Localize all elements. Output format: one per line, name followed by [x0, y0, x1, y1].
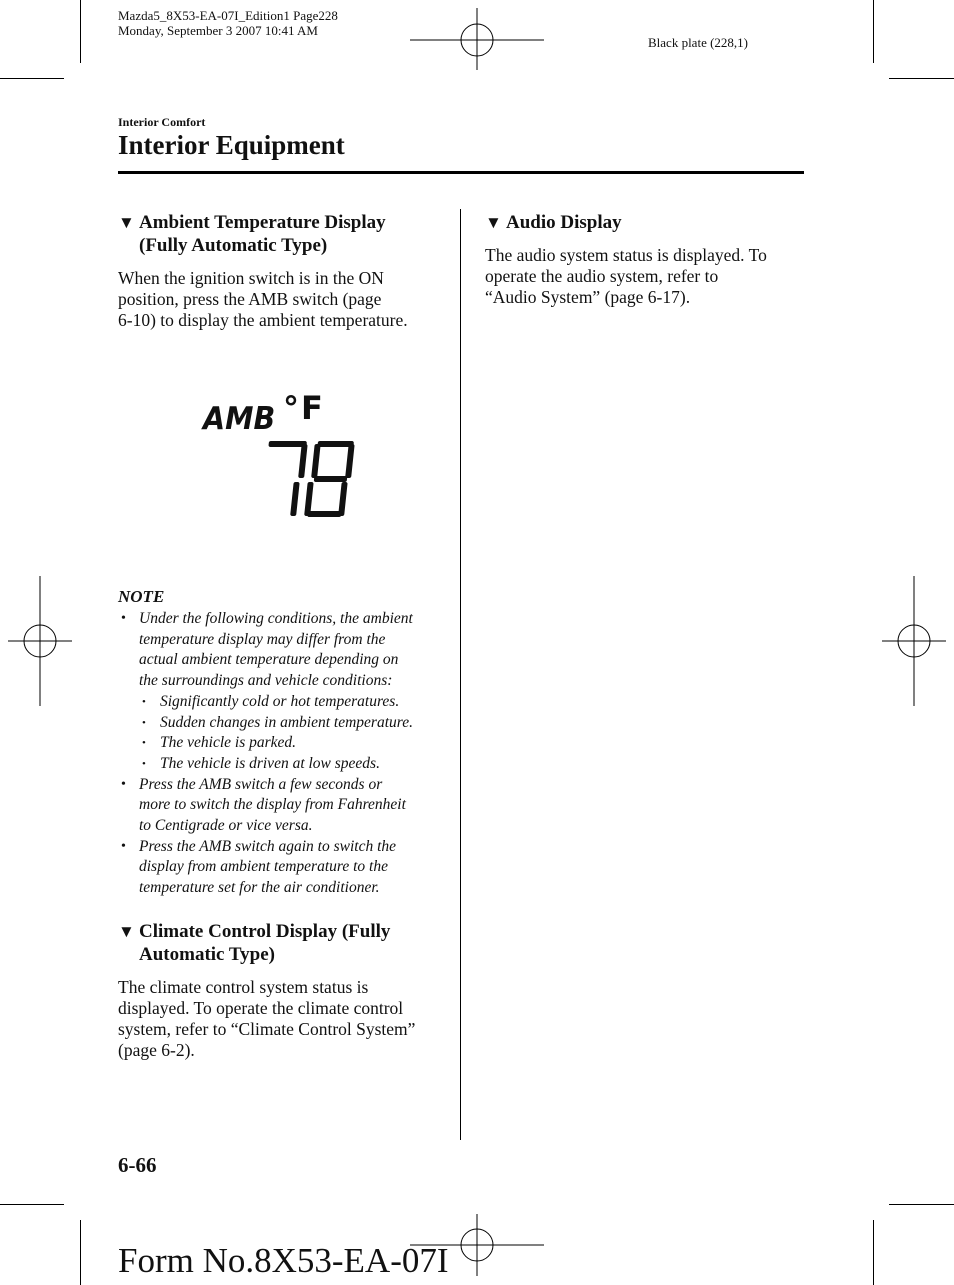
title-rule	[118, 171, 804, 174]
note-subitem: • Significantly cold or hot temperatures.	[118, 692, 458, 713]
triangle-icon: ▼	[485, 213, 502, 232]
note-subitem: • The vehicle is parked.	[118, 733, 458, 754]
audio-heading: ▼ Audio Display	[485, 212, 622, 233]
form-number: Form No.8X53-EA-07I	[118, 1241, 449, 1280]
section-label: Interior Comfort	[118, 115, 206, 129]
black-plate-label: Black plate (228,1)	[648, 35, 748, 50]
sub-bullet-icon: •	[142, 757, 146, 770]
page-title: Interior Equipment	[118, 130, 345, 160]
sub-bullet-icon: •	[142, 716, 146, 729]
note-subitem: • Sudden changes in ambient temperature.	[118, 713, 458, 734]
amb-display-illustration	[195, 389, 365, 525]
sub-bullet-icon: •	[142, 695, 146, 708]
triangle-icon: ▼	[118, 213, 135, 232]
triangle-icon: ▼	[118, 922, 135, 941]
audio-body: The audio system status is displayed. To operate the audio system, refer to “Audio System” (page 6-17).	[485, 245, 767, 307]
bullet-icon: •	[121, 776, 126, 792]
note-title: NOTE	[118, 587, 165, 606]
registration-mark-right	[882, 576, 946, 706]
print-header-line2: Monday, September 3 2007 10:41 AM	[118, 23, 318, 38]
fahrenheit-unit: °F	[283, 389, 325, 427]
sub-bullet-icon: •	[142, 737, 146, 750]
bullet-icon: •	[121, 838, 126, 854]
note-bullet-1: • Under the following conditions, the ambient temperature display may differ from the actual ambient temperature depending on the surroundings and vehicle conditions:	[121, 610, 413, 690]
note-list	[118, 609, 458, 899]
climate-heading: ▼ Climate Control Display (Fully Automatic Type)	[118, 921, 391, 965]
registration-mark-left	[8, 576, 72, 706]
temperature-seven-segment	[261, 441, 361, 521]
column-divider	[460, 209, 461, 1140]
amb-label: AMB	[203, 401, 276, 437]
page-number: 6-66	[118, 1153, 157, 1177]
climate-body: The climate control system status is displayed. To operate the climate control system, refer to “Climate Control System” (page 6-2).	[118, 977, 416, 1060]
ambient-body: When the ignition switch is in the ON position, press the AMB switch (page 6-10) to display the ambient temperature.	[118, 268, 408, 330]
bullet-icon: •	[121, 611, 126, 626]
print-header-line1: Mazda5_8X53-EA-07I_Edition1 Page228	[118, 8, 338, 23]
note-bullet-2: • Press the AMB switch a few seconds or more to switch the display from Fahrenheit to Centigrade or vice versa.	[121, 775, 406, 835]
registration-mark-top	[410, 8, 544, 70]
print-header	[118, 8, 338, 38]
note-bullet-3: • Press the AMB switch again to switch the display from ambient temperature to the temperature set for the air conditioner.	[121, 837, 397, 897]
ambient-heading: ▼ Ambient Temperature Display (Fully Automatic Type)	[118, 212, 386, 256]
note-subitem: • The vehicle is driven at low speeds.	[118, 754, 458, 775]
